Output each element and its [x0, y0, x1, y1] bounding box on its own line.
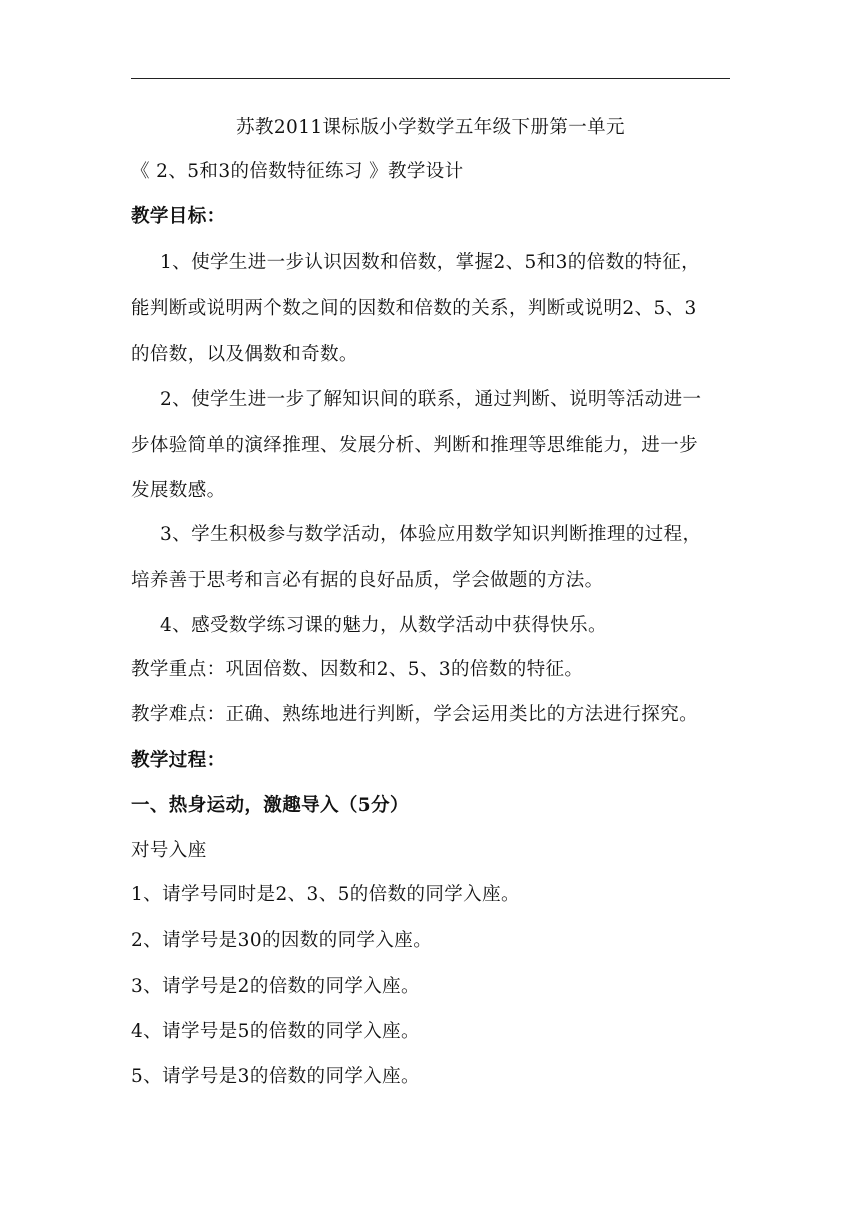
- section1-heading: 一、热身运动，激趣导入（5分）: [131, 795, 409, 816]
- process-heading: 教学过程：: [131, 750, 226, 771]
- objective-2-line3: 发展数感。: [131, 480, 226, 501]
- key-point: 教学重点：巩固倍数、因数和2、5、3的倍数的特征。: [131, 659, 584, 680]
- objective-2-line1: 2、使学生进一步了解知识间的联系，通过判断、说明等活动进一: [160, 389, 702, 410]
- header-rule: [131, 78, 730, 79]
- objective-2-line2: 步体验简单的演绎推理、发展分析、判断和推理等思维能力，进一步: [131, 435, 699, 456]
- list-item: 4、请学号是5的倍数的同学入座。: [131, 1021, 420, 1042]
- list-item: 3、请学号是2的倍数的同学入座。: [131, 976, 420, 997]
- objectives-heading: 教学目标：: [131, 206, 226, 227]
- difficult-point: 教学难点：正确、熟练地进行判断，学会运用类比的方法进行探究。: [131, 704, 699, 725]
- objective-1-line2: 能判断或说明两个数之间的因数和倍数的关系，判断或说明2、5、3: [131, 298, 697, 319]
- document-title-line1: 苏教2011课标版小学数学五年级下册第一单元: [236, 117, 625, 138]
- objective-1-line3: 的倍数，以及偶数和奇数。: [131, 344, 358, 365]
- section1-subheading: 对号入座: [131, 840, 207, 861]
- list-item: 2、请学号是30的因数的同学入座。: [131, 930, 433, 951]
- objective-1-line1: 1、使学生进一步认识因数和倍数，掌握2、5和3的倍数的特征，: [160, 252, 701, 273]
- objective-3-line1: 3、学生积极参与数学活动，体验应用数学知识判断推理的过程，: [160, 524, 702, 545]
- list-item: 5、请学号是3的倍数的同学入座。: [131, 1066, 420, 1087]
- objective-3-line2: 培养善于思考和言必有据的良好品质，学会做题的方法。: [131, 570, 604, 591]
- objective-4-line1: 4、感受数学练习课的魅力，从数学活动中获得快乐。: [160, 615, 607, 636]
- document-title-line2: 《 2、5和3的倍数特征练习 》教学设计: [131, 161, 464, 182]
- list-item: 1、请学号同时是2、3、5的倍数的同学入座。: [131, 884, 520, 905]
